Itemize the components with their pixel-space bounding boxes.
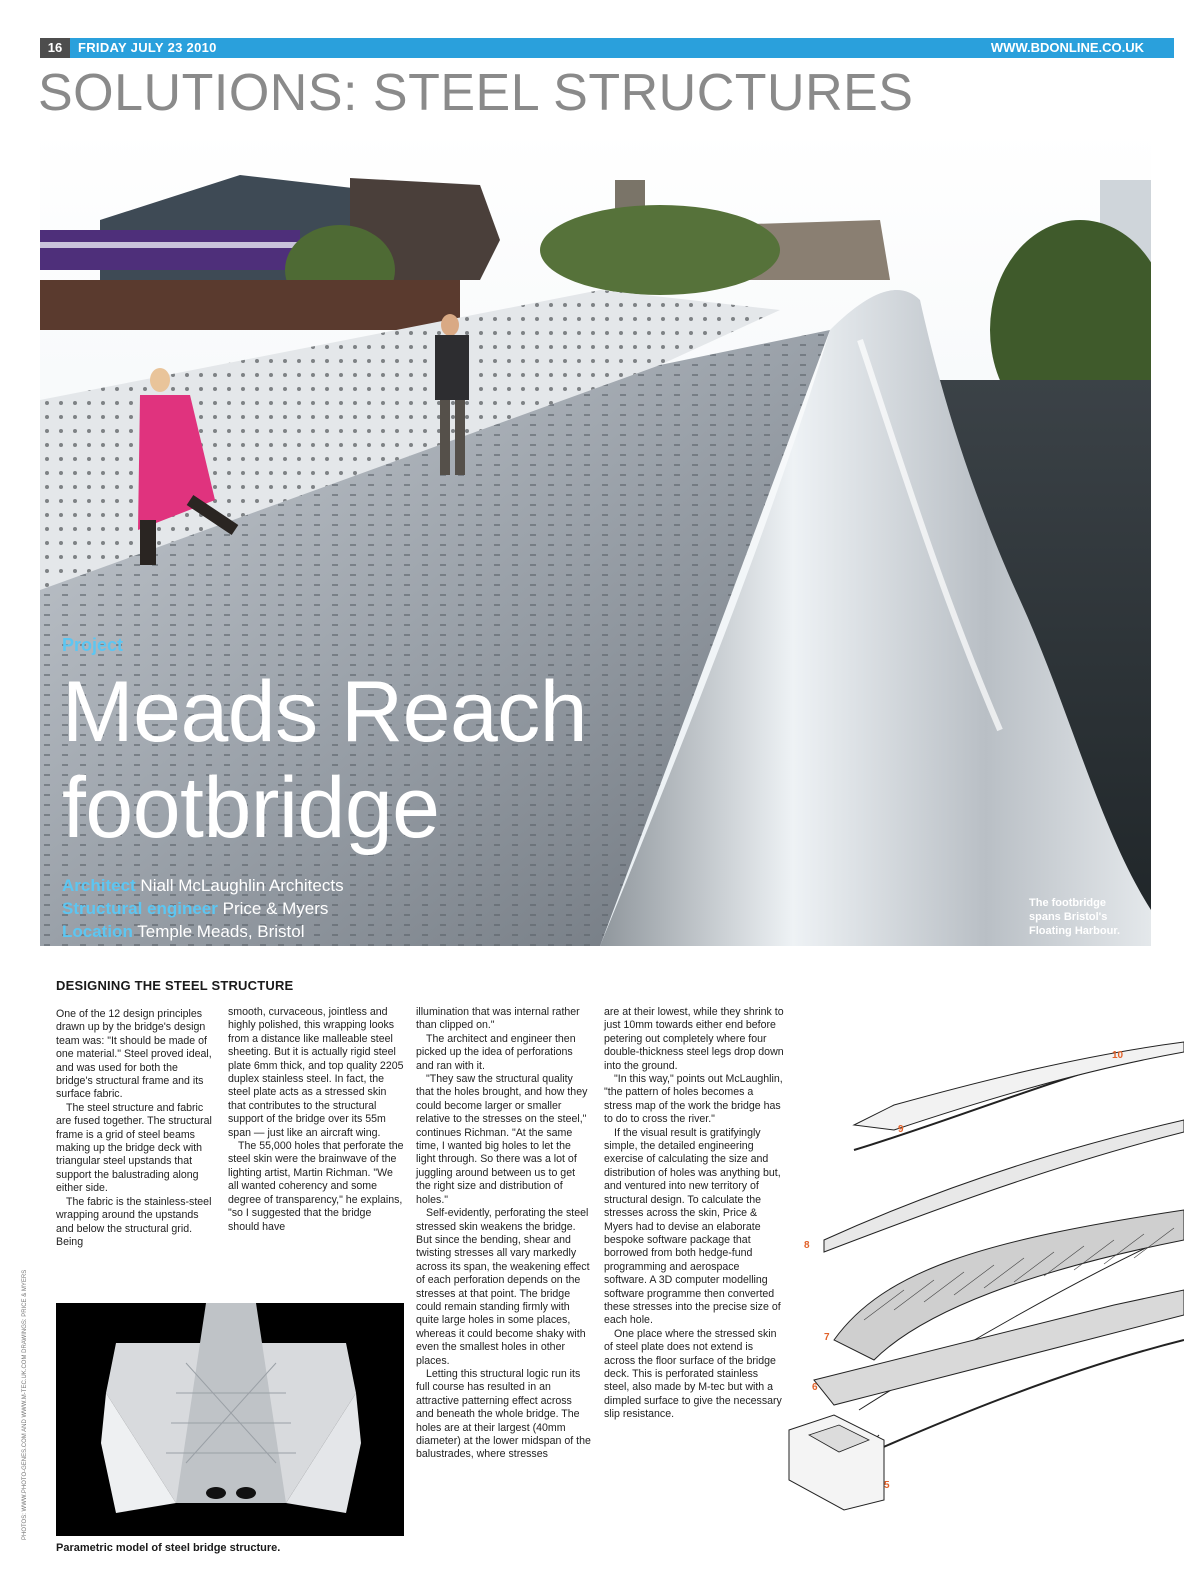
paragraph: If the visual result is gratifyingly simple, the detailed engineering exercise of calculating the size and distribution of holes was anything but, and ventured into new territory of structural design. To calculate the stresses across the skin, Price & Myers had to devise an elaborate bespoke software package that borrowed from both hedge-fund programming and aerospace software. A 3D computer modelling software programme then converted these stresses into the precise size of each hole. xyxy=(604,1126,781,1327)
paragraph: One of the 12 design principles drawn up by the bridge's design team was: "It should be made of one material." Steel proved ideal, and was used for both the bridge's structural frame and its surface fabric. xyxy=(56,1008,212,1101)
article-headline xyxy=(62,664,587,856)
project-kicker: Project xyxy=(62,635,124,655)
parametric-model-image xyxy=(56,1303,404,1536)
article-column-2 xyxy=(228,1006,404,1234)
paragraph: Letting this structural logic run its full course has resulted in an attractive patterning effect across and beneath the whole bridge. The holes are at their largest (40mm diameter) at the lower midspan of the balustrades, where stresses xyxy=(416,1367,591,1461)
project-credits xyxy=(62,874,587,943)
article-column-4 xyxy=(604,1006,784,1422)
paragraph: illumination that was internal rather than clipped on." xyxy=(416,1006,580,1032)
model-caption: Parametric model of steel bridge structure. xyxy=(56,1542,281,1554)
photo-credit: PHOTOS: WWW.PHOTO-GENES.COM AND WWW.M-TEC.UK.COM DRAWINGS: PRICE & MYERS xyxy=(22,1269,28,1540)
article-column-1 xyxy=(56,1008,216,1249)
paragraph: The fabric is the stainless-steel wrapping around the upstands and below the structural grid. Being xyxy=(56,1195,212,1248)
credit-location: Location Temple Meads, Bristol xyxy=(62,922,305,941)
paragraph: are at their lowest, while they shrink to just 10mm towards either end before petering out completely where four double-thickness steel legs drop down into the ground. xyxy=(604,1006,784,1072)
exploded-structure-drawing xyxy=(784,1040,1184,1540)
drawing-label: 10 xyxy=(1112,1050,1124,1061)
headline-line-1: Meads Reach xyxy=(62,664,588,760)
drawing-label: 7 xyxy=(824,1332,830,1343)
paragraph: smooth, curvaceous, jointless and highly polished, this wrapping looks from a distance like malleable steel sheeting. But it is actually rigid steel plate 6mm thick, and top quality 2205 duplex stainless steel. In fact, the steel plate acts as a stressed skin that contributes to the structural support of the bridge over its 55m span — just like an aircraft wing. xyxy=(228,1006,404,1139)
headline-line-2: footbridge xyxy=(62,760,440,856)
section-title: SOLUTIONS: STEEL STRUCTURES xyxy=(38,64,914,122)
article-column-3 xyxy=(416,1006,592,1462)
drawing-label: 9 xyxy=(898,1124,904,1135)
paragraph: Self-evidently, perforating the steel stressed skin weakens the bridge. But since the bending, shear and twisting stresses all vary markedly across its span, the weakening effect of each perforation depends on the stresses at that point. The bridge could remain standing firmly with quite large holes in some places, whereas it could become shaky with even the smallest holes in other places. xyxy=(416,1207,590,1367)
paragraph: The 55,000 holes that perforate the steel skin were the brainwave of the lighting artist, Martin Richman. "We all wanted coherency and some degree of transparency," he explains, "so I suggested that the bridge should have xyxy=(228,1140,404,1233)
website-link[interactable]: WWW.BDONLINE.CO.UK xyxy=(990,40,1144,55)
credit-architect: Architect Niall McLaughlin Architects xyxy=(62,876,344,895)
steel-structure-render xyxy=(56,1303,404,1536)
hero-text-block xyxy=(62,635,587,943)
page-number: 16 xyxy=(40,38,70,58)
photo-caption: The footbridge spans Bristol's Floating Harbour. xyxy=(1029,897,1121,937)
hero-photo xyxy=(40,130,1151,946)
paragraph: The steel structure and fabric are fused together. The structural frame is a grid of steel beams making up the bridge deck with triangular steel upstands that support the balustrading along either side. xyxy=(56,1101,212,1195)
article-subhead: DESIGNING THE STEEL STRUCTURE xyxy=(56,978,294,993)
paragraph: One place where the stressed skin of steel plate does not extend is across the floor surface of the bridge deck. This is perforated stainless steel, also made by M-tec but with a dimpled surface to give the necessary slip resistance. xyxy=(604,1327,782,1421)
drawing-label: 5 xyxy=(884,1480,890,1491)
exploded-view-illustration xyxy=(784,1040,1184,1540)
drawing-label: 6 xyxy=(812,1382,818,1393)
paragraph: The architect and engineer then picked up the idea of perforations and ran with it. xyxy=(416,1032,576,1072)
paragraph: "In this way," points out McLaughlin, "the pattern of holes becomes a stress map of the work the bridge has to do to cross the river." xyxy=(604,1073,783,1126)
credit-engineer: Structural engineer Price & Myers xyxy=(62,899,329,918)
header-bar xyxy=(40,38,1174,58)
paragraph: "They saw the structural quality that the holes brought, and how they could become larger or smaller relative to the stresses on the steel," continues Richman. "At the same time, I wanted big holes to let the light through. So there was a lot of juggling around between us to get the right size and distribution of holes." xyxy=(416,1073,588,1206)
issue-date: FRIDAY JULY 23 2010 xyxy=(78,40,217,55)
drawing-label: 8 xyxy=(804,1240,810,1251)
